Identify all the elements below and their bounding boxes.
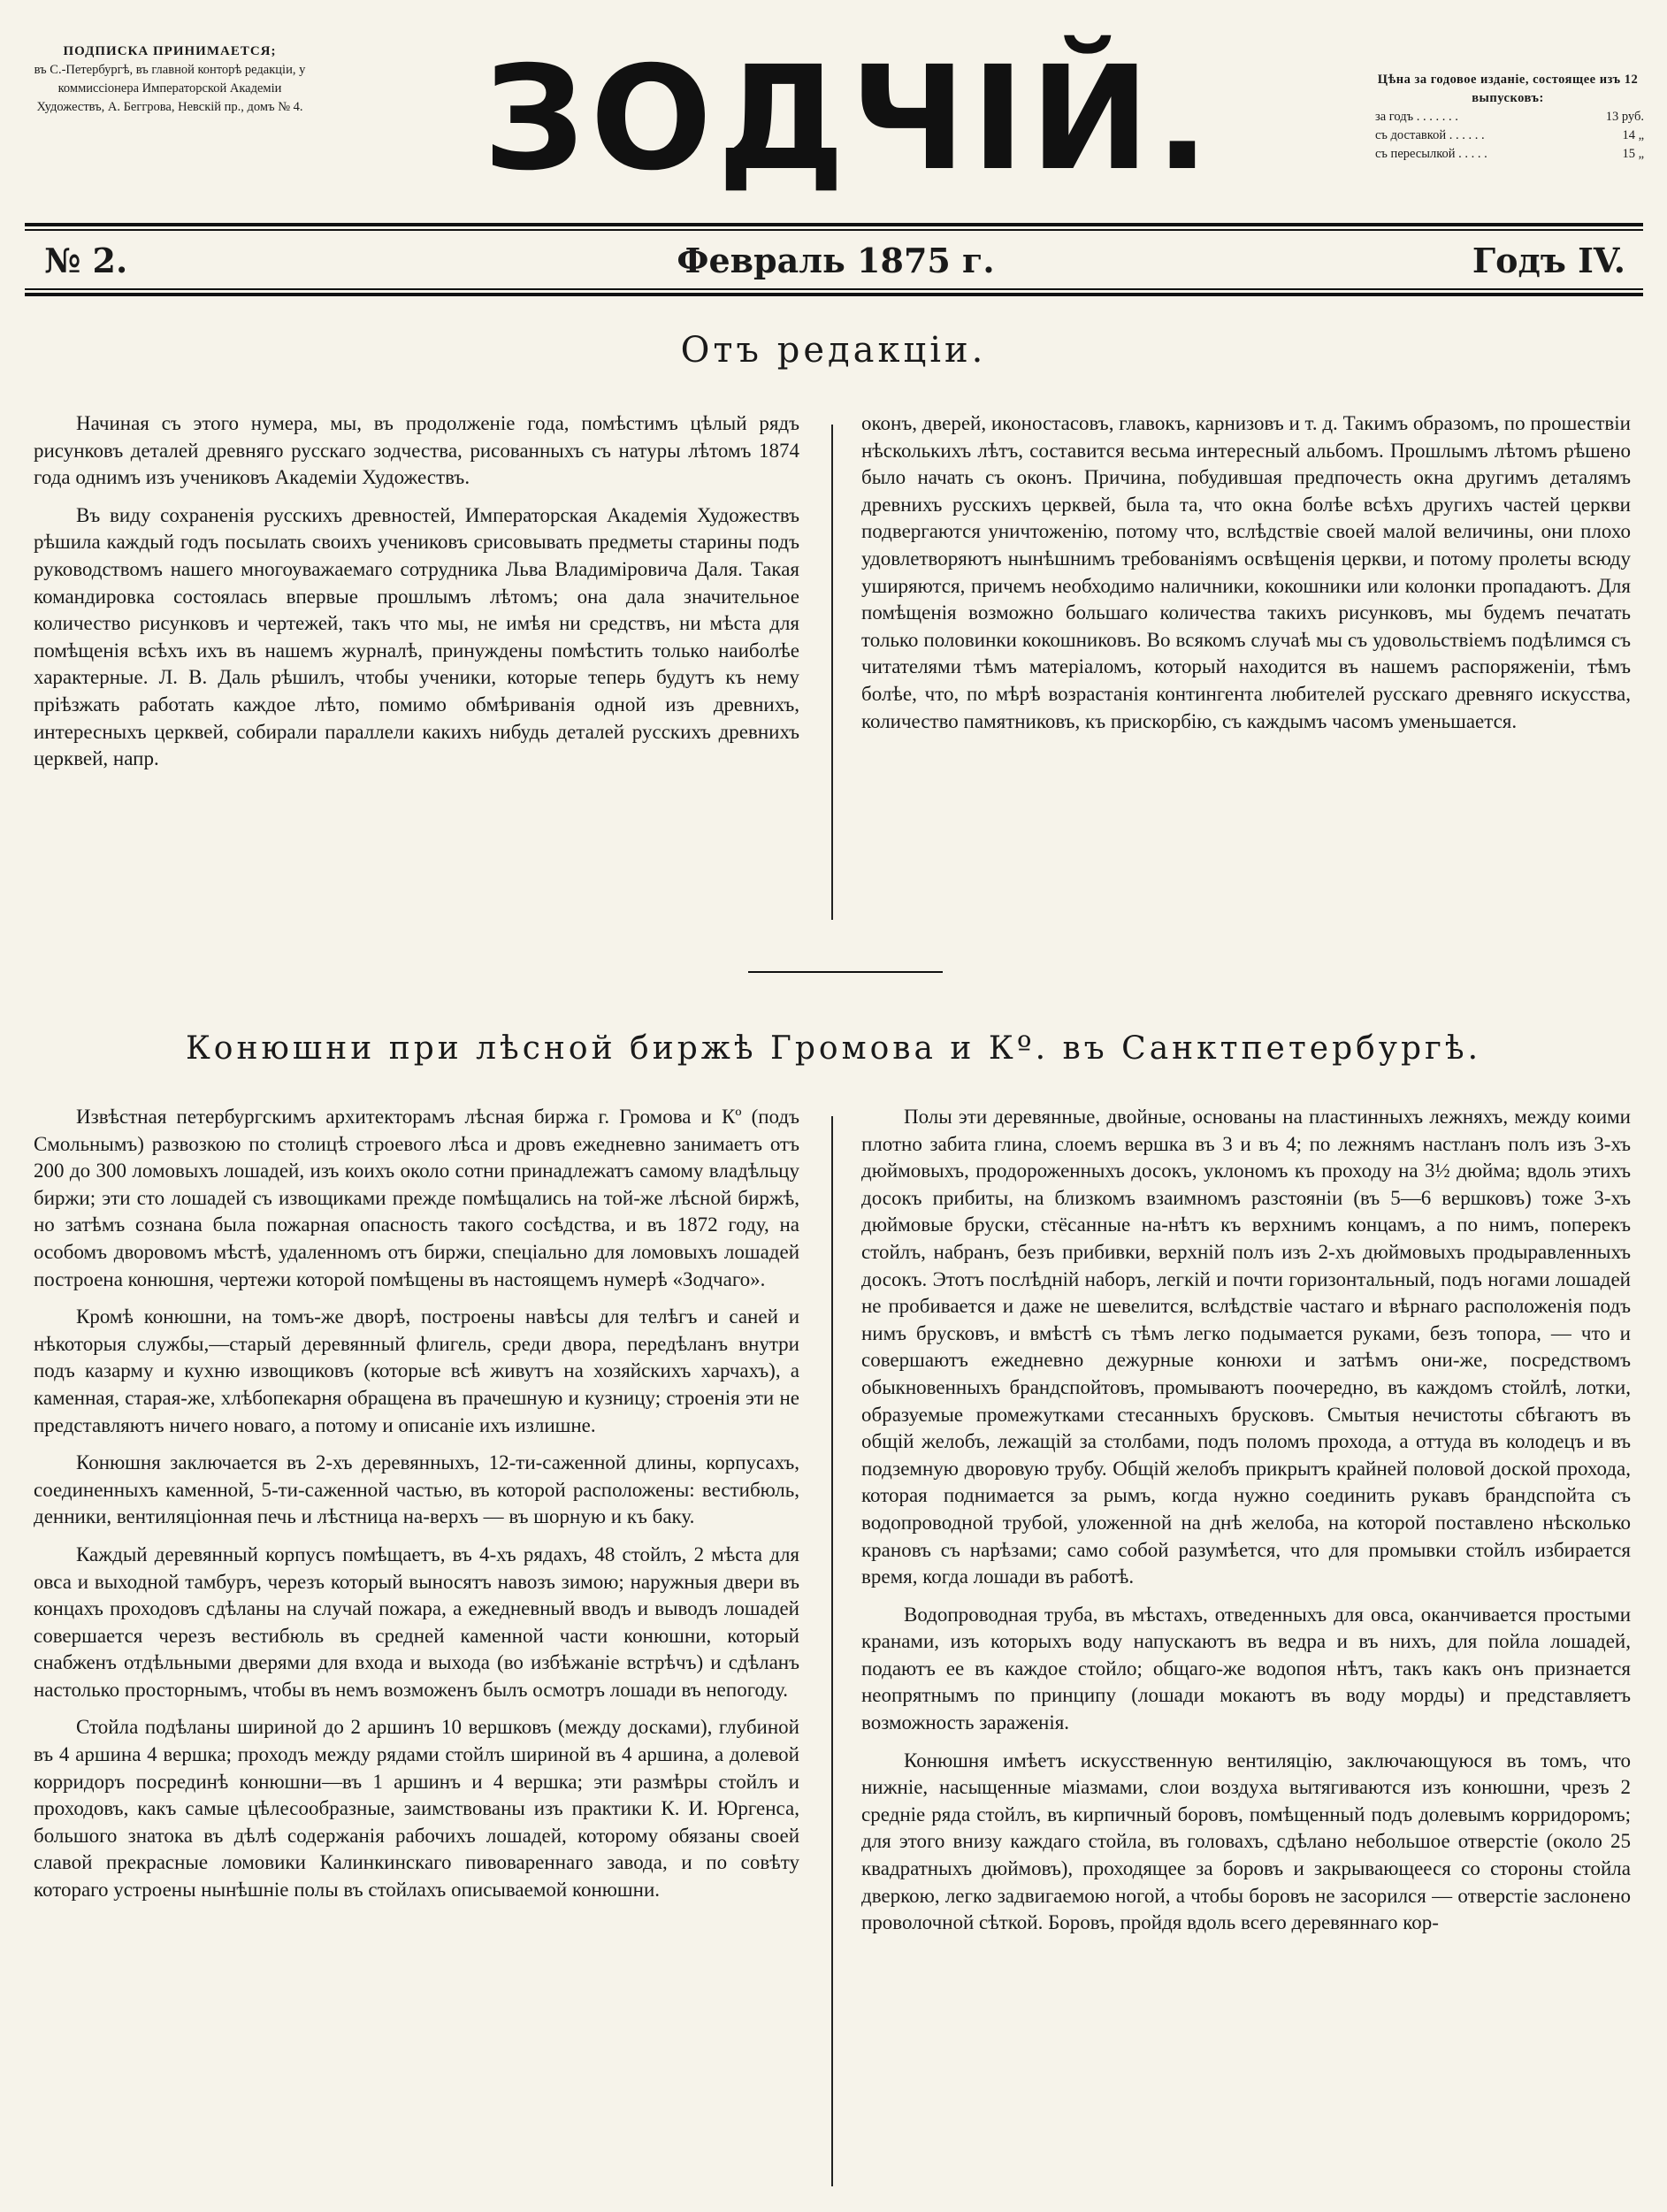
- price-label: за годъ . . . . . . .: [1375, 110, 1458, 124]
- price-label: съ пересылкой . . . . .: [1375, 147, 1487, 161]
- issue-year: Годъ IV.: [1472, 241, 1625, 280]
- paragraph: оконъ, дверей, иконостасовъ, главокъ, карнизовъ и т. д. Такимъ образомъ, по прошествіи нѣсколькихъ лѣтъ, составится весьма интересный альбомъ. Прошлымъ лѣтомъ рѣшено было начать съ оконъ. Причина, побудившая предпочесть окна другимъ деталямъ древнихъ русскихъ церквей, была та, что окна болѣе всѣхъ другихъ частей церкви подвергаются уничтоженію, потому что, вслѣдствіе своей малой величины, они плохо удовлетворяютъ нынѣшнимъ требованіямъ освѣщенія церкви, и потому пролеты всюду уширяются, причемъ необходимо наличники, кокошники или колонки пропадаютъ. Для помѣщенія возможно большаго количества такихъ рисунковъ, мы будемъ печатать только половинки кокошниковъ. Во всякомъ случаѣ мы съ удовольствіемъ подѣлимся съ читателями тѣмъ матеріаломъ, который находится въ нашемъ распоряженіи, тѣмъ болѣе, что, по мѣрѣ возрастанія контингента любителей русскаго древняго искусства, количество памятниковъ, къ прискорбію, съ каждымъ часомъ уменьшается.: [861, 412, 1631, 732]
- masthead-rule-top-thin: [25, 229, 1643, 231]
- price-row: [1366, 145, 1649, 164]
- subscription-heading: ПОДПИСКА ПРИНИМАЕТСЯ;: [63, 44, 277, 58]
- paragraph: Водопроводная труба, въ мѣстахъ, отведенныхъ для овса, оканчивается простыми кранами, изъ которыхъ воду напускаютъ въ ведра и въ нихъ, для пойла лошадей, подаютъ ее въ каждое стойло; общаго-же водопоя нѣтъ, такъ какъ онъ признается неопрятнымъ по принципу (лошади мокаютъ въ воду морды) и представляетъ возможность зараженія.: [861, 1603, 1631, 1734]
- article-right-column: [861, 1104, 1631, 1948]
- price-value: 13 руб.: [1605, 110, 1644, 124]
- masthead-rule-bottom: [25, 293, 1643, 296]
- paragraph: Извѣстная петербургскимъ архитекторамъ лѣсная биржа г. Громова и Кº (подъ Смольнымъ) развозкою по столицѣ строевого лѣса и дровъ ежедневно занимаетъ отъ 200 до 300 ломовыхъ лошадей, изъ коихъ около сотни принадлежатъ самому владѣльцу биржи; эти сто лошадей съ извощиками прежде помѣщались на той-же лѣсной биржѣ, но затѣмъ сознана была пожарная опасность такого сосѣдства, и въ 1872 году, на особомъ дворовомъ мѣстѣ, удаленномъ отъ биржи, спеціально для ломовыхъ лошадей построена конюшня, чертежи которой помѣщены въ настоящемъ нумерѣ «Зодчаго».: [34, 1106, 799, 1290]
- masthead-rule-top: [25, 223, 1643, 226]
- paragraph: Каждый деревянный корпусъ помѣщаетъ, въ 4-хъ рядахъ, 48 стойлъ, 2 мѣста для овса и выходной тамбуръ, черезъ который выносятъ навозъ зимою; наружныя двери въ концахъ проходовъ сдѣланы на случай пожара, а ежедневный вводъ и выводъ лошадей совершается черезъ вестибюль въ средней каменной части конюшни, который снабженъ отдѣльными дверями для входа и выхода (во избѣжаніе встрѣчъ) и сдѣланъ настолько просторнымъ, чтобы въ немъ возможенъ былъ осмотръ лошади въ непогоду.: [34, 1542, 799, 1701]
- price-row: [1366, 108, 1649, 126]
- price-list: [1366, 71, 1649, 164]
- subscription-notice: [28, 42, 311, 117]
- paragraph: Начиная съ этого нумера, мы, въ продолженіе года, помѣстимъ цѣлый рядъ рисунковъ деталей древняго русскаго зодчества, рисованныхъ съ натуры лѣтомъ 1874 года однимъ изъ учениковъ Академіи Художествъ.: [34, 412, 799, 489]
- paragraph: Конюшня имѣетъ искусственную вентиляцію, заключающуюся въ томъ, что нижніе, насыщенные міазмами, слои воздуха вытягиваются изъ конюшни, чрезъ 2 средніе ряда стойлъ, въ кирпичный боровъ, помѣщенный подъ долевымъ корридоромъ; для этого внизу каждаго стойла, въ головахъ, сдѣлано небольшое отверстіе (около 25 квадратныхъ дюймовъ), проходящее за боровъ и закрывающееся со стороны стойла дверкою, легко задвигаемою ногой, а чтобы боровъ не засорился — отверстіе заслонено проволочной сѣткой. Боровъ, пройдя вдоль всего деревяннаго кор-: [861, 1749, 1631, 1934]
- subscription-text: въ С.-Петербургѣ, въ главной конторѣ редакціи, у коммиссіонера Императорской Академіи Художествъ, А. Беггрова, Невскій пр., домъ № 4.: [34, 63, 306, 114]
- journal-title: ЗОДЧІЙ.: [483, 36, 1215, 203]
- editorial-title: Отъ редакціи.: [680, 330, 987, 371]
- editorial-left-column: [34, 410, 799, 784]
- paragraph: Полы эти деревянные, двойные, основаны на пластинныхъ лежняхъ, между коими плотно забита глина, слоемъ вершка въ 3 и въ 4; по лежнямъ настланъ полъ изъ 3-хъ дюймовыхъ, продороженныхъ досокъ, уклономъ къ проходу на 3½ дюйма; вдоль этихъ досокъ прибиты, на близкомъ взаимномъ разстояніи (въ 5—6 вершковъ) тоже 3-хъ дюймовые бруски, стёсанные на-нѣтъ къ верхнимъ концамъ, а по нимъ, поперекъ стойлъ, набранъ, безъ прибивки, верхній полъ изъ 2-хъ дюймовыхъ продыравленныхъ досокъ. Этотъ послѣдній наборъ, легкій и почти горизонтальный, подъ ногами лошадей не пробивается и даже не шевелится, вслѣдствіе частаго и вѣрнаго расположенія подъ нимъ брусковъ, и вмѣстѣ съ тѣмъ легко подымается руками, безъ топора, — что и совершаютъ ежедневно дежурные конюхи и затѣмъ они-же, посредствомъ обыкновенныхъ брандспойтовъ, промываютъ поочередно, въ каждомъ стойлѣ, лотки, образуемые промежутками стесанныхъ брусковъ. Смытыя нечистоты сбѣгаютъ въ общій желобъ, лежащій за столбами, подъ поломъ прохода, а оттуда въ колодецъ и въ подземную дворовую трубу. Общій желобъ прикрытъ крайней половой доской прохода, которая поднимается за рымъ, когда нужно соединить рукавъ брандспойта съ водопроводной трубой, уложенной на днѣ желоба, на которой поставлено нѣсколько крановъ съ нарѣзами; само собой разумѣется, что для промывки стойлъ избирается время, когда лошади въ работѣ.: [861, 1106, 1631, 1588]
- masthead-rule-bottom-thin: [25, 288, 1643, 290]
- price-heading: Цѣна за годовое изданіе, состоящее изъ 12 выпусковъ:: [1377, 73, 1639, 105]
- article-left-column: [34, 1104, 799, 1915]
- paragraph: Кромѣ конюшни, на томъ-же дворѣ, построены навѣсы для телѣгъ и саней и нѣкоторыя службы,—старый деревянный флигель, среди двора, передѣланъ внутри подъ казарму и кухню извощиковъ (которые всѣ живутъ на хозяйскихъ харчахъ), а каменная, старая-же, хлѣбопекарня обращена въ прачешную и кузницу; строенія эти не представляютъ ничего новаго, а потому и описаніе ихъ излишне.: [34, 1305, 799, 1436]
- paragraph: Стойла подѣланы шириной до 2 аршинъ 10 вершковъ (между досками), глубиной въ 4 аршина 4 вершка; проходъ между рядами стойлъ шириной въ 4 аршина, а долевой корридоръ посрединѣ конюшни—въ 1 аршинъ и 4 вершка; эти размѣры стойлъ и проходовъ, какъ самые цѣлесообразные, заимствованы изъ практики К. И. Юргенса, большого знатока въ дѣлѣ содержанія рабочихъ лошадей, которому обязаны своей славой прекрасные ломовики Калинкинскаго пивовареннаго завода, и по совѣту котораго устроены нынѣшніе полы въ стойлахъ описываемой конюшни.: [34, 1716, 799, 1902]
- issue-date: Февраль 1875 г.: [677, 241, 995, 280]
- price-label: съ доставкой . . . . . .: [1375, 128, 1485, 142]
- column-divider: [831, 1116, 833, 2186]
- article-title: Конюшни при лѣсной биржѣ Громова и Кº. въ Санктпетербургѣ.: [185, 1030, 1482, 1067]
- price-value: 14 „: [1622, 128, 1644, 142]
- editorial-right-column: [861, 410, 1631, 746]
- issue-number: № 2.: [44, 241, 128, 280]
- column-divider: [831, 425, 833, 920]
- section-separator: [748, 971, 943, 973]
- paragraph: Въ виду сохраненія русскихъ древностей, Императорская Академія Художествъ рѣшила каждый годъ посылать своихъ учениковъ срисовывать предметы старины подъ руководствомъ нашего многоуважаемаго сотрудника Льва Владиміровича Даля. Такая командировка состоялась впервые прошлымъ лѣтомъ; она дала значительное количество рисунковъ и чертежей, такъ что мы, не имѣя ни средствъ, ни мѣста для помѣщенія всѣхъ ихъ въ нашемъ журналѣ, принуждены помѣстить только наиболѣе характерные. Л. В. Даль рѣшилъ, чтобы ученики, которые теперь будутъ къ нему пріѣзжать работать каждое лѣто, помимо обмѣриванія одной изъ древнихъ, интересныхъ церквей, собирали параллели какихъ нибудь деталей русскихъ древнихъ церквей, напр.: [34, 503, 799, 770]
- issue-line: [35, 239, 1636, 283]
- price-row: [1366, 126, 1649, 145]
- price-value: 15 „: [1622, 147, 1644, 161]
- paragraph: Конюшня заключается въ 2-хъ деревянныхъ, 12-ти-саженной длины, корпусахъ, соединенныхъ каменной, 5-ти-саженной частью, въ которой расположены: вестибюль, денники, вентиляціонная печь и лѣстница на-верхъ — въ шорную и къ баку.: [34, 1451, 799, 1528]
